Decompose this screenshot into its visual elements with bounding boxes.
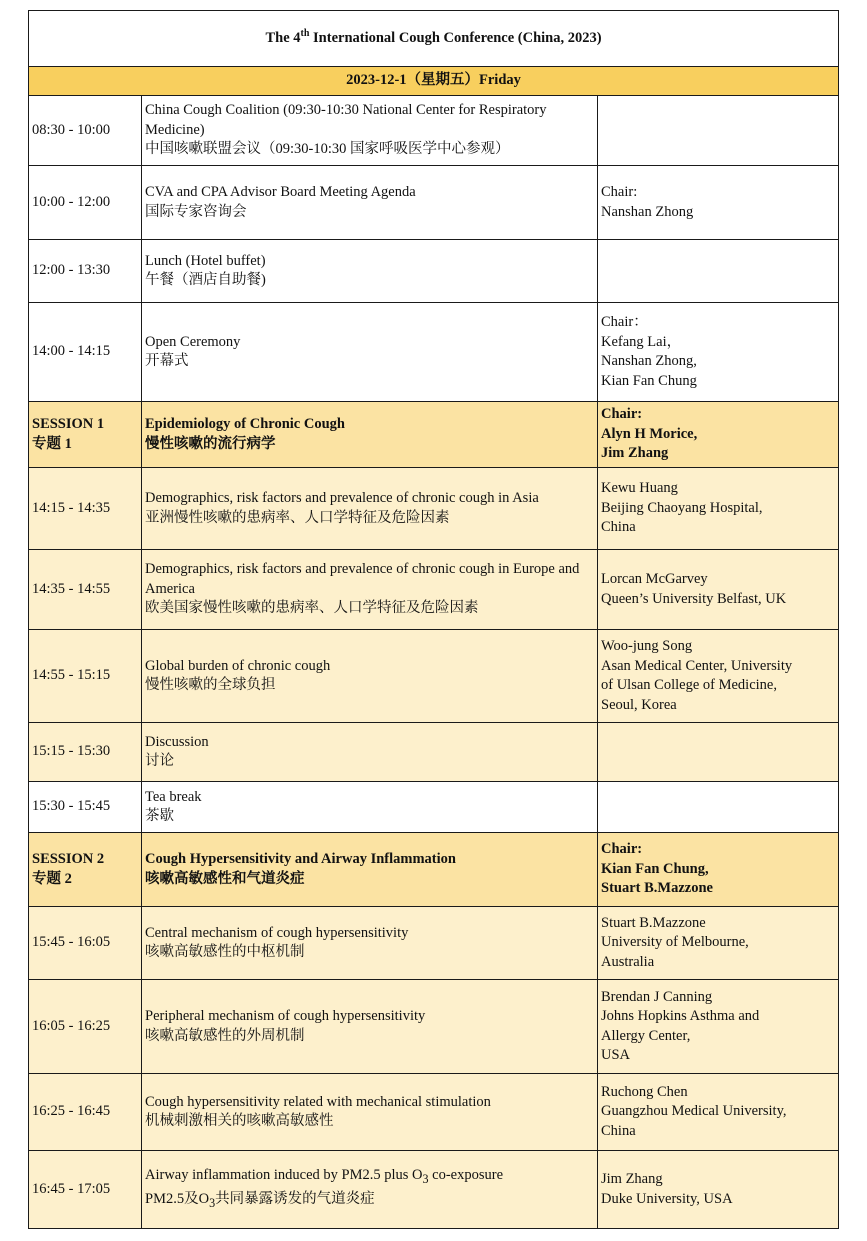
topic-zh: 欧美国家慢性咳嗽的患病率、人口学特征及危险因素 bbox=[145, 600, 479, 617]
topic-en: Tea break bbox=[145, 788, 202, 805]
time-cell: 15:30 - 15:45 bbox=[29, 782, 142, 833]
speaker-cell bbox=[598, 303, 839, 402]
topic-zh: 讨论 bbox=[145, 753, 174, 769]
speaker-line: Alyn H Morice, bbox=[601, 425, 698, 442]
topic-zh: 慢性咳嗽的全球负担 bbox=[145, 677, 276, 693]
topic-en: Central mechanism of cough hypersensitivity bbox=[145, 924, 409, 941]
table-row bbox=[29, 468, 839, 550]
table-row bbox=[29, 980, 839, 1074]
speaker-cell bbox=[598, 723, 839, 782]
topic-cell bbox=[142, 1151, 598, 1229]
topic-cell bbox=[142, 166, 598, 240]
table-row bbox=[29, 240, 839, 303]
time-cell: 14:55 - 15:15 bbox=[29, 630, 142, 723]
topic-en: Lunch (Hotel buffet) bbox=[145, 252, 266, 269]
date-header: 2023-12-1（星期五）Friday bbox=[29, 67, 839, 96]
topic-cell bbox=[142, 630, 598, 723]
session-label-zh: 专题 1 bbox=[32, 435, 72, 452]
session-label: SESSION 2 bbox=[32, 851, 105, 867]
topic-cell bbox=[142, 550, 598, 630]
speaker-line: Kewu Huang bbox=[601, 480, 678, 497]
speaker-line: Kian Fan Chung bbox=[601, 372, 697, 389]
topic-zh: 国际专家咨询会 bbox=[145, 203, 247, 220]
topic-cell bbox=[142, 782, 598, 833]
topic-en: Discussion bbox=[145, 733, 209, 750]
speaker-line: Woo-jung Song bbox=[601, 638, 693, 654]
table-row bbox=[29, 1074, 839, 1151]
speaker-line: China bbox=[601, 519, 636, 536]
speaker-cell bbox=[598, 166, 839, 240]
speaker-line: Nanshan Zhong bbox=[601, 203, 694, 220]
table-row bbox=[29, 550, 839, 630]
speaker-line: Nanshan Zhong, bbox=[601, 353, 697, 369]
table-row bbox=[29, 1151, 839, 1229]
speaker-line: Chair: bbox=[601, 841, 643, 858]
speaker-line: Lorcan McGarvey bbox=[601, 571, 708, 587]
topic-cell bbox=[142, 240, 598, 303]
session-title-zh: 慢性咳嗽的流行病学 bbox=[145, 435, 276, 452]
speaker-line: Jim Zhang bbox=[601, 445, 669, 462]
session-label-zh: 专题 2 bbox=[32, 870, 72, 887]
speaker-line: Queen’s University Belfast, UK bbox=[601, 590, 787, 607]
speaker-line: Johns Hopkins Asthma and bbox=[601, 1008, 760, 1024]
topic-en: CVA and CPA Advisor Board Meeting Agenda bbox=[145, 184, 416, 200]
session-chair-cell bbox=[598, 833, 839, 907]
time-cell: 10:00 - 12:00 bbox=[29, 166, 142, 240]
speaker-line: Guangzhou Medical University, bbox=[601, 1103, 787, 1120]
speaker-line: Ruchong Chen bbox=[601, 1083, 688, 1100]
topic-cell bbox=[142, 723, 598, 782]
topic-en: Peripheral mechanism of cough hypersensitivity bbox=[145, 1008, 426, 1024]
table-row bbox=[29, 96, 839, 166]
topic-en: China Cough Coalition (09:30-10:30 National Center for Respiratory Medicine) bbox=[145, 102, 547, 138]
speaker-line: Chair: bbox=[601, 184, 638, 200]
time-cell: 14:00 - 14:15 bbox=[29, 303, 142, 402]
topic-en: Open Ceremony bbox=[145, 333, 241, 350]
topic-zh: 茶歇 bbox=[145, 808, 174, 824]
topic-en: Demographics, risk factors and prevalence of chronic cough in Asia bbox=[145, 490, 539, 506]
time-cell: 15:15 - 15:30 bbox=[29, 723, 142, 782]
speaker-line: USA bbox=[601, 1047, 631, 1063]
speaker-line: Stuart B.Mazzone bbox=[601, 880, 713, 897]
speaker-line: Stuart B.Mazzone bbox=[601, 914, 706, 931]
topic-cell bbox=[142, 303, 598, 402]
topic-en: Airway inflammation induced by PM2.5 plus $O_3$ co-exposure bbox=[145, 1167, 504, 1186]
speaker-cell bbox=[598, 240, 839, 303]
session-title-en: Cough Hypersensitivity and Airway Inflammation bbox=[145, 851, 456, 867]
speaker-line: Jim Zhang bbox=[601, 1171, 663, 1187]
speaker-line: Chair： bbox=[601, 314, 648, 330]
topic-zh: 咳嗽高敏感性的中枢机制 bbox=[145, 944, 305, 960]
table-row bbox=[29, 782, 839, 833]
speaker-line: Chair: bbox=[601, 406, 643, 423]
title-row bbox=[29, 11, 839, 67]
session-topic-cell bbox=[142, 402, 598, 468]
topic-zh: 机械刺激相关的咳嗽高敏感性 bbox=[145, 1113, 334, 1129]
speaker-line: of Ulsan College of Medicine, bbox=[601, 677, 777, 693]
session-row bbox=[29, 402, 839, 468]
speaker-cell bbox=[598, 782, 839, 833]
speaker-cell bbox=[598, 630, 839, 723]
speaker-line: Allergy Center, bbox=[601, 1027, 691, 1044]
time-cell: 12:00 - 13:30 bbox=[29, 240, 142, 303]
speaker-cell bbox=[598, 907, 839, 980]
speaker-line: Kefang Lai， bbox=[601, 333, 682, 350]
table-row bbox=[29, 723, 839, 782]
speaker-line: Australia bbox=[601, 953, 655, 970]
time-cell: 16:45 - 17:05 bbox=[29, 1151, 142, 1229]
speaker-cell bbox=[598, 96, 839, 166]
topic-cell bbox=[142, 1074, 598, 1151]
speaker-cell bbox=[598, 1151, 839, 1229]
date-row bbox=[29, 67, 839, 96]
topic-en: Global burden of chronic cough bbox=[145, 657, 331, 674]
table-row bbox=[29, 166, 839, 240]
speaker-cell bbox=[598, 980, 839, 1074]
speaker-line: China bbox=[601, 1122, 636, 1139]
time-cell: 16:25 - 16:45 bbox=[29, 1074, 142, 1151]
session-chair-cell bbox=[598, 402, 839, 468]
time-cell: 14:15 - 14:35 bbox=[29, 468, 142, 550]
session-title-zh: 咳嗽高敏感性和气道炎症 bbox=[145, 870, 305, 887]
speaker-line: Brendan J Canning bbox=[601, 988, 713, 1005]
topic-cell bbox=[142, 980, 598, 1074]
session-title-en: Epidemiology of Chronic Cough bbox=[145, 416, 345, 432]
time-cell: 14:35 - 14:55 bbox=[29, 550, 142, 630]
topic-zh: 午餐（酒店自助餐) bbox=[145, 272, 266, 288]
table-row bbox=[29, 303, 839, 402]
topic-en: Demographics, risk factors and prevalence of chronic cough in Europe and America bbox=[145, 561, 580, 597]
speaker-line: University of Melbourne, bbox=[601, 934, 749, 951]
speaker-cell bbox=[598, 468, 839, 550]
topic-zh: PM2.5及$O_3$共同暴露诱发的气道炎症 bbox=[145, 1190, 375, 1210]
session-topic-cell bbox=[142, 833, 598, 907]
time-cell: 16:05 - 16:25 bbox=[29, 980, 142, 1074]
conference-title: The 4th International Cough Conference (China, 2023) bbox=[29, 11, 839, 67]
speaker-line: Duke University, USA bbox=[601, 1190, 733, 1207]
topic-zh: 亚洲慢性咳嗽的患病率、人口学特征及危险因素 bbox=[145, 509, 450, 526]
table-row bbox=[29, 907, 839, 980]
speaker-line: Kian Fan Chung, bbox=[601, 860, 709, 877]
session-label: SESSION 1 bbox=[32, 416, 105, 432]
topic-en: Cough hypersensitivity related with mechanical stimulation bbox=[145, 1093, 491, 1110]
topic-zh: 开幕式 bbox=[145, 353, 189, 369]
topic-cell bbox=[142, 96, 598, 166]
topic-cell bbox=[142, 907, 598, 980]
session-label-cell bbox=[29, 833, 142, 907]
speaker-cell bbox=[598, 1074, 839, 1151]
session-label-cell bbox=[29, 402, 142, 468]
topic-zh: 咳嗽高敏感性的外周机制 bbox=[145, 1027, 305, 1044]
topic-zh: 中国咳嗽联盟会议（09:30-10:30 国家呼吸医学中心参观） bbox=[145, 141, 510, 158]
speaker-cell bbox=[598, 550, 839, 630]
session-row bbox=[29, 833, 839, 907]
topic-cell bbox=[142, 468, 598, 550]
speaker-line: Beijing Chaoyang Hospital, bbox=[601, 499, 763, 516]
time-cell: 08:30 - 10:00 bbox=[29, 96, 142, 166]
time-cell: 15:45 - 16:05 bbox=[29, 907, 142, 980]
speaker-line: Seoul, Korea bbox=[601, 696, 677, 713]
speaker-line: Asan Medical Center, University bbox=[601, 657, 793, 674]
schedule-table bbox=[28, 10, 839, 1229]
table-row bbox=[29, 630, 839, 723]
